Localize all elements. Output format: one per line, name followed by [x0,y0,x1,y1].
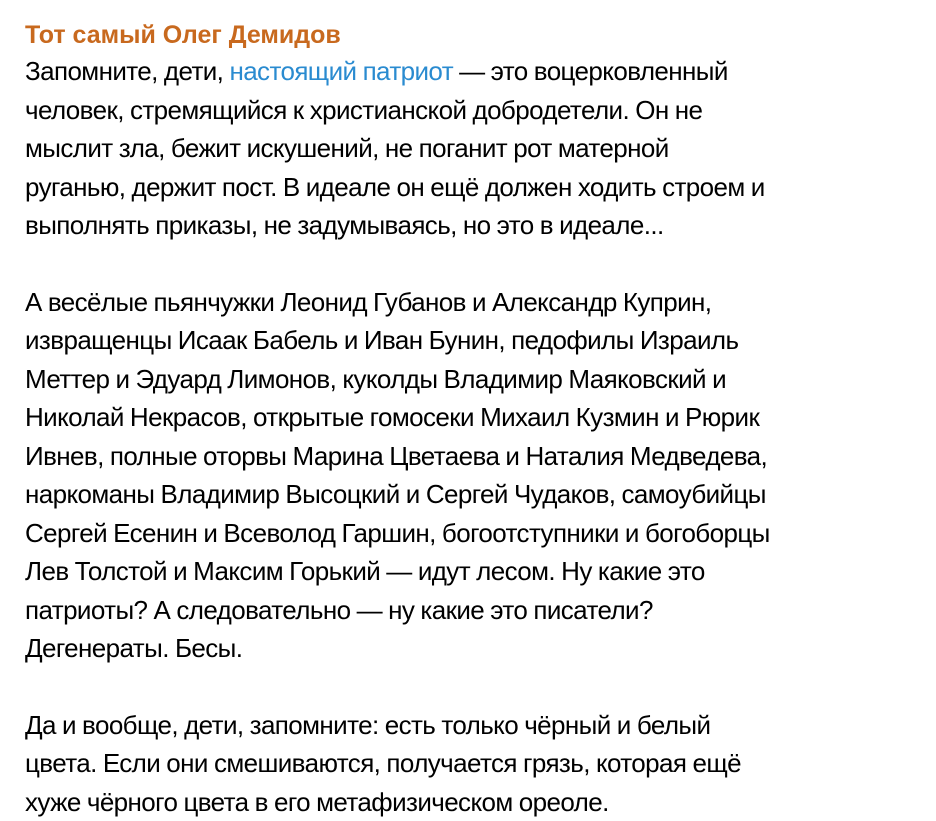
message-text: Запомните, дети, [25,56,229,86]
message-text: — это воцерковленный [453,56,728,86]
patriot-link[interactable]: настоящий патриот [229,56,453,86]
message-line: А весёлые пьянчужки Леонид Губанов и Александр Куприн, [25,283,922,322]
message-line: Сергей Есенин и Всеволод Гаршин, богоотступники и богоборцы [25,514,922,553]
message-paragraph-1 [25,52,922,245]
message-paragraph-2 [25,283,922,668]
message-line: Да и вообще, дети, запомните: есть только чёрный и белый [25,706,922,745]
message-line: Ивнев, полные оторвы Марина Цветаева и Наталия Медведева, [25,437,922,476]
message-line: патриоты? А следовательно — ну какие это писатели? [25,591,922,630]
sender-name[interactable]: Тот самый Олег Демидов [25,20,922,50]
message-line: извращенцы Исаак Бабель и Иван Бунин, педофилы Израиль [25,321,922,360]
message-line: мыслит зла, бежит искушений, не поганит рот матерной [25,129,922,168]
message-line: Николай Некрасов, открытые гомосеки Михаил Кузмин и Рюрик [25,398,922,437]
message-line [25,52,922,91]
message-line: выполнять приказы, не задумываясь, но это в идеале... [25,206,922,245]
message-line: Дегенераты. Бесы. [25,629,922,668]
message-line: наркоманы Владимир Высоцкий и Сергей Чудаков, самоубийцы [25,475,922,514]
message-line: руганью, держит пост. В идеале он ещё должен ходить строем и [25,168,922,207]
message-line: Меттер и Эдуард Лимонов, куколды Владимир Маяковский и [25,360,922,399]
message-paragraph-3 [25,706,922,821]
message-line: цвета. Если они смешиваются, получается грязь, которая ещё [25,744,922,783]
message-line: человек, стремящийся к христианской добродетели. Он не [25,91,922,130]
message-line: Лев Толстой и Максим Горький — идут лесом. Ну какие это [25,552,922,591]
message-line: хуже чёрного цвета в его метафизическом ореоле. [25,783,922,821]
